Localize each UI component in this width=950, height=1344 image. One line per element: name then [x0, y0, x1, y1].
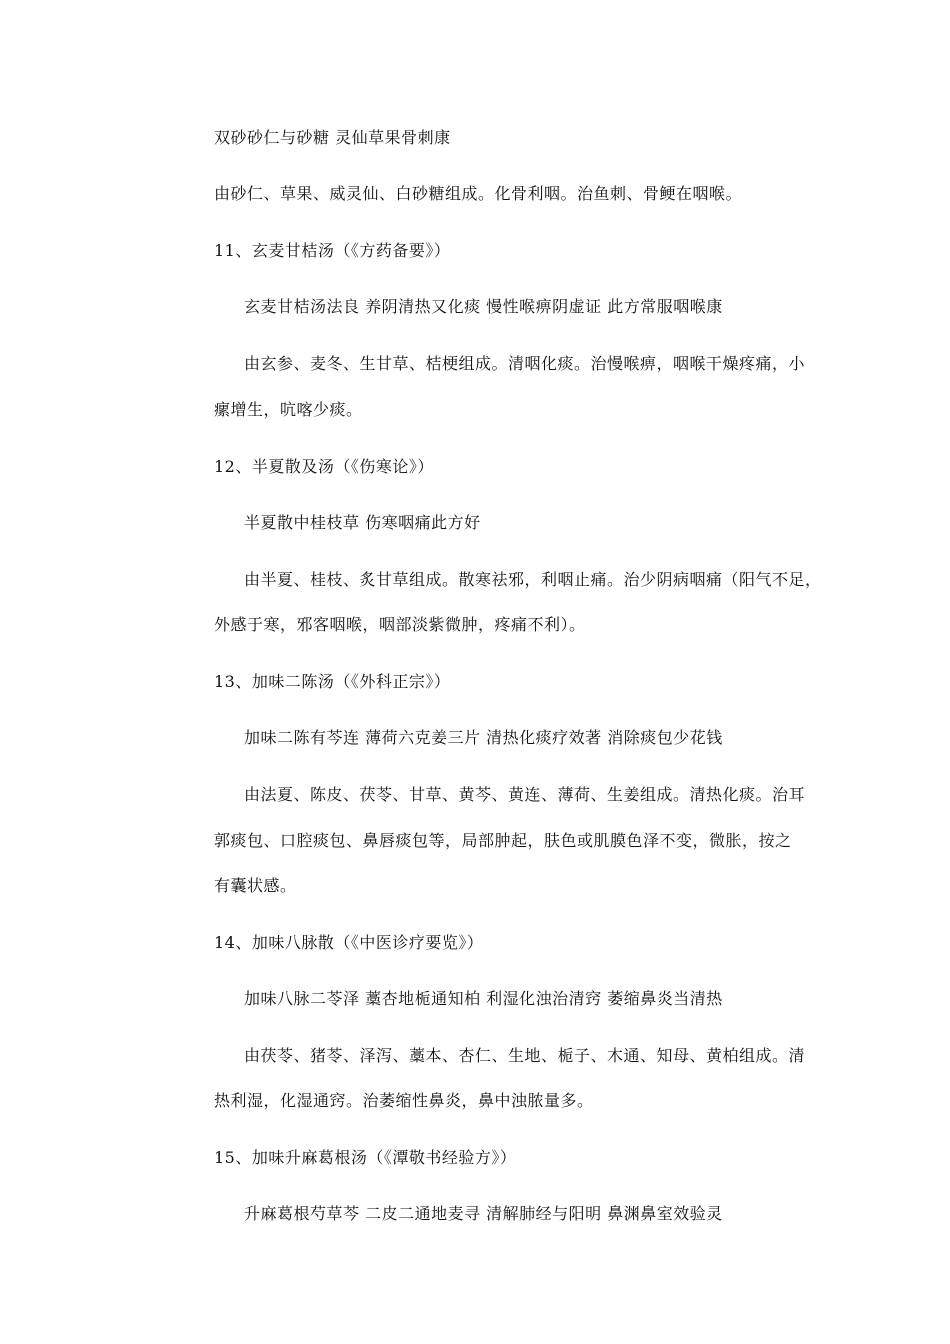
verse-line: 加味八脉二苓泽 藁杏地栀通知柏 利湿化浊治清窍 萎缩鼻炎当清热: [244, 989, 723, 1008]
description-line: 由茯苓、猪苓、泽泻、藁本、杏仁、生地、栀子、木通、知母、黄柏组成。清: [244, 1046, 806, 1065]
verse-line: 升麻葛根芍草芩 二皮二通地麦寻 清解肺经与阳明 鼻渊鼻室效验灵: [244, 1204, 723, 1223]
description-line: 有囊状感。: [214, 876, 297, 895]
section-heading: 13、加味二陈汤（《外科正宗》）: [214, 672, 451, 691]
section-heading: 11、玄麦甘桔汤（《方药备要》）: [214, 241, 451, 260]
description-line: 由法夏、陈皮、茯苓、甘草、黄芩、黄连、薄荷、生姜组成。清热化痰。治耳: [244, 785, 806, 804]
section-heading: 14、加味八脉散（《中医诊疗要览》）: [214, 933, 484, 952]
description-line: 外感于寒，邪客咽喉，咽部淡紫微肿，疼痛不利）。: [214, 615, 586, 634]
verse-line: 双砂砂仁与砂糖 灵仙草果骨刺康: [214, 128, 451, 147]
description-line: 由半夏、桂枝、炙甘草组成。散寒祛邪，利咽止痛。治少阴病咽痛（阳气不足，: [244, 570, 822, 589]
description-line: 热利湿，化湿通窍。治萎缩性鼻炎，鼻中浊脓量多。: [214, 1091, 594, 1110]
verse-line: 半夏散中桂枝草 伤寒咽痛此方好: [244, 513, 481, 532]
description-line: 由玄参、麦冬、生甘草、桔梗组成。清咽化痰。治慢喉痹，咽喉干燥疼痛，小: [244, 354, 806, 373]
verse-line: 玄麦甘桔汤法良 养阴清热又化痰 慢性喉痹阴虚证 此方常服咽喉康: [244, 297, 723, 316]
description-line: 郭痰包、口腔痰包、鼻唇痰包等，局部肿起，肤色或肌膜色泽不变，微胀，按之: [214, 831, 792, 850]
section-heading: 12、半夏散及汤（《伤寒论》）: [214, 457, 434, 476]
description-line: 瘰增生，吭喀少痰。: [214, 400, 363, 419]
section-heading: 15、加味升麻葛根汤（《潭敬书经验方》）: [214, 1148, 517, 1167]
verse-line: 加味二陈有芩连 薄荷六克姜三片 清热化痰疗效著 消除痰包少花钱: [244, 728, 723, 747]
description-line: 由砂仁、草果、威灵仙、白砂糖组成。化骨利咽。治鱼刺、骨鲠在咽喉。: [214, 184, 743, 203]
